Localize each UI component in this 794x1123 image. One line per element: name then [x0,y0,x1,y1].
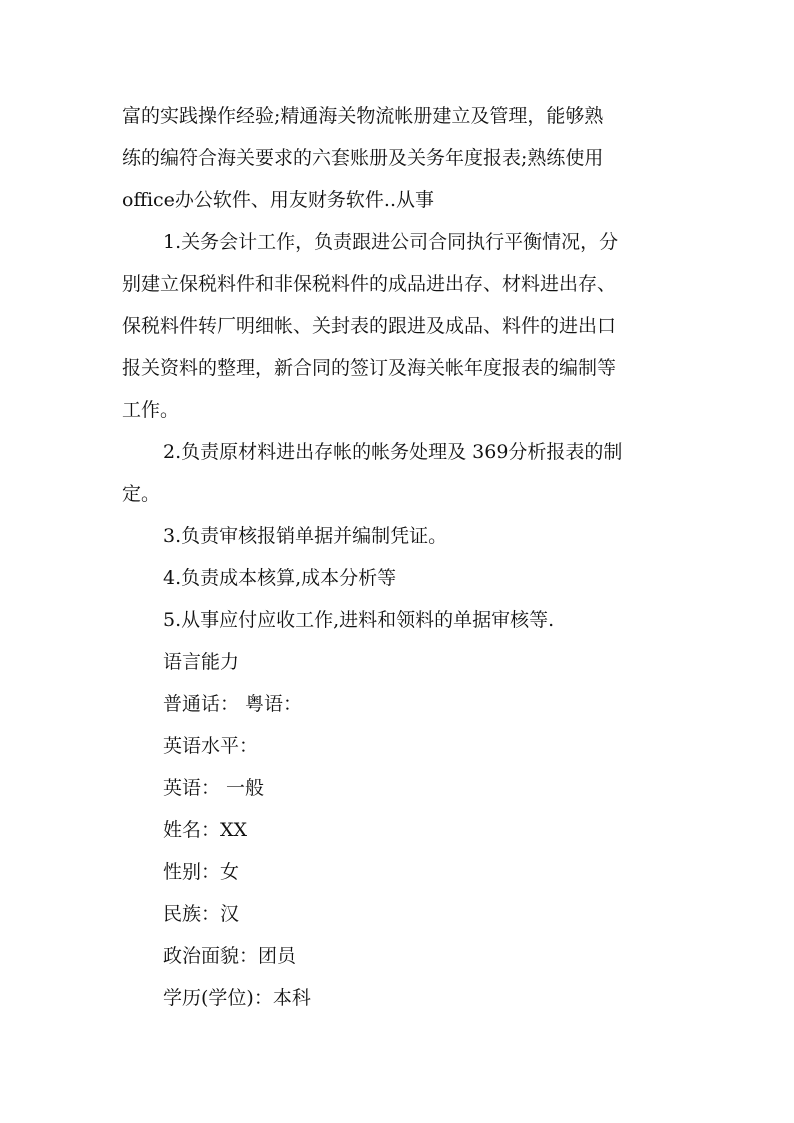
gender-line: 性别：女 [163,861,240,883]
paragraph-line: 报关资料的整理，新合同的签订及海关帐年度报表的编制等 [122,357,617,379]
paragraph-line: office办公软件、用友财务软件..从事 [122,189,434,211]
education-line: 学历(学位)：本科 [163,987,311,1009]
duty-item-4: 4.负责成本核算,成本分析等 [163,567,397,589]
duty-item-1: 1.关务会计工作，负责跟进公司合同执行平衡情况，分 [163,231,619,253]
section-heading-language: 语言能力 [163,651,240,673]
political-status-line: 政治面貌：团员 [163,945,297,967]
paragraph-line: 保税料件转厂明细帐、关封表的跟进及成品、料件的进出口 [122,315,617,337]
mandarin-cantonese-line: 普通话： 粤语： [163,693,303,715]
paragraph-line: 工作。 [122,399,180,421]
duty-item-3: 3.负责审核报销单据并编制凭证。 [163,525,448,547]
duty-item-2: 2.负责原材料进出存帐的帐务处理及 369分析报表的制 [163,441,623,463]
name-line: 姓名：XX [163,819,248,841]
english-level-label: 英语水平： [163,735,259,757]
paragraph-line: 练的编符合海关要求的六套账册及关务年度报表;熟练使用 [122,147,604,169]
paragraph-line: 定。 [122,483,161,505]
duty-item-5: 5.从事应付应收工作,进料和领料的单据审核等. [163,609,555,631]
paragraph-line: 别建立保税料件和非保税料件的成品进出存、材料进出存、 [122,273,617,295]
ethnicity-line: 民族：汉 [163,903,240,925]
english-level-line: 英语： 一般 [163,777,265,799]
paragraph-line: 富的实践操作经验;精通海关物流帐册建立及管理，能够熟 [122,105,604,127]
